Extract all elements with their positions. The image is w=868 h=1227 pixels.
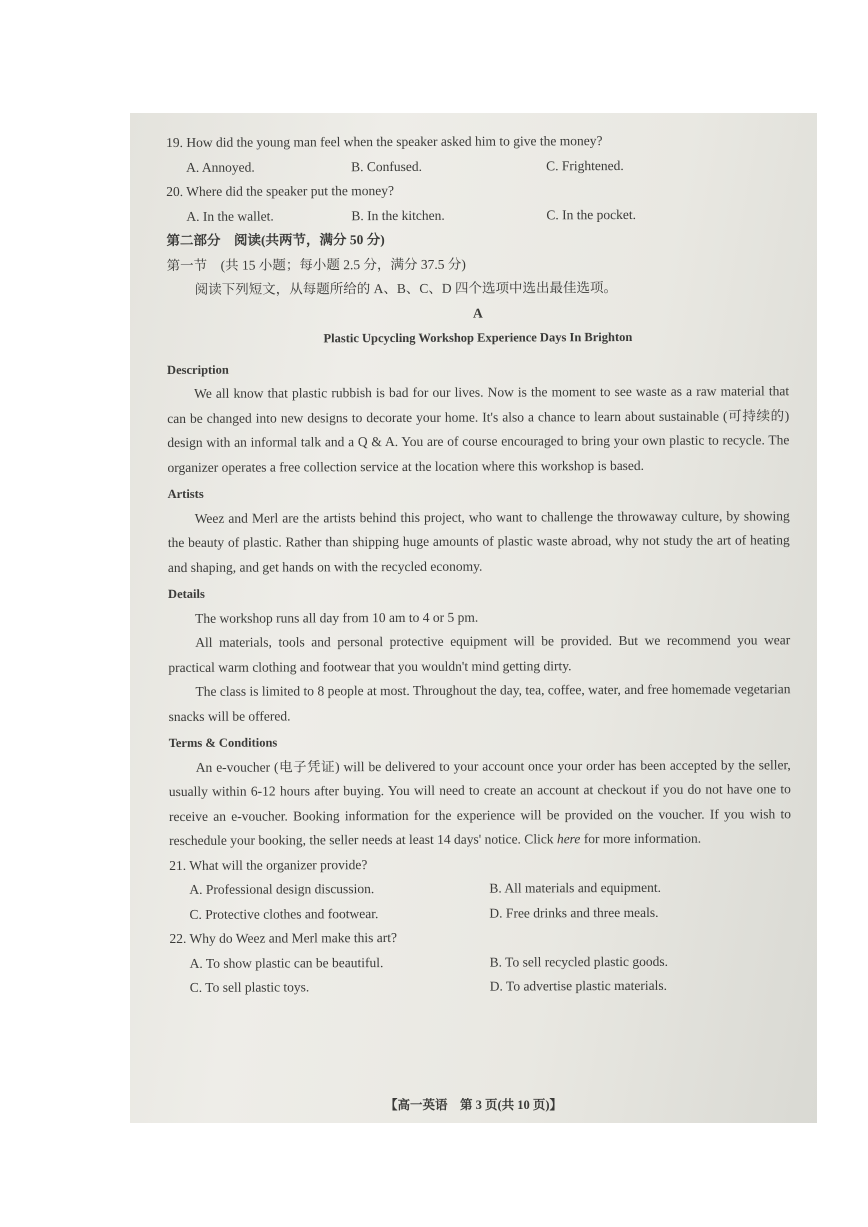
question-20-options	[166, 202, 788, 229]
page-content	[166, 128, 792, 1000]
option-b: B. All materials and equipment.	[489, 879, 662, 896]
option-b: B. In the kitchen.	[351, 207, 445, 223]
part2-heading: 第二部分 阅读(共两节，满分 50 分)	[166, 232, 385, 248]
option-b: B. Confused.	[351, 158, 423, 174]
option-a: A. Professional design discussion.	[189, 881, 375, 897]
artists-paragraph: Weez and Merl are the artists behind this project, who want to challenge the throwaway culture, by showing the beauty of plastic. Rather than shipping huge amounts of plastic waste abroad, why not study the art of heating and shaping, and get hands on with the recycled economy.	[167, 507, 790, 575]
question-21-stem: 21. What will the organizer provide?	[169, 856, 368, 873]
option-c: C. In the pocket.	[546, 206, 637, 222]
option-a: A. In the wallet.	[186, 208, 274, 224]
terms-heading: Terms & Conditions	[168, 735, 278, 750]
artists-heading: Artists	[167, 486, 204, 501]
description-paragraph: We all know that plastic rubbish is bad for our lives. Now is the moment to see waste as a raw material that can be changed into new designs to decorate your home. It's also a chance to learn about sustainable (可持续的) design with an informal talk and a Q & A. You are of course encouraged to bring your own plastic to recycle. The organizer operates a free collection service at the location where this workshop is based.	[167, 383, 790, 475]
details-paragraph-3: The class is limited to 8 people at most. Throughout the day, tea, coffee, water, and free homemade vegetarian snacks will be offered.	[168, 681, 791, 724]
details-paragraph-1: The workshop runs all day from 10 am to 4 or 5 pm.	[195, 609, 479, 626]
question-19-stem: 19. How did the young man feel when the speaker asked him to give the money?	[166, 133, 603, 150]
option-a: A. Annoyed.	[186, 159, 255, 175]
details-paragraph-2: All materials, tools and personal protective equipment will be provided. But we recommend you wear practical warm clothing and footwear that you wouldn't mind getting dirty.	[168, 632, 791, 675]
option-d: D. Free drinks and three meals.	[489, 904, 659, 921]
terms-paragraph	[169, 753, 791, 854]
question-20-stem: 20. Where did the speaker put the money?	[166, 183, 394, 199]
page-footer: 【高一英语 第 3 页(共 10 页)】	[384, 1098, 563, 1112]
option-a: A. To show plastic can be beautiful.	[189, 954, 384, 971]
question-19-options	[166, 153, 788, 180]
terms-link: here	[556, 831, 581, 847]
option-c: C. Protective clothes and footwear.	[189, 905, 379, 922]
terms-text-end: for more information.	[580, 830, 702, 847]
passage-title: Plastic Upcycling Workshop Experience Days In Brighton	[323, 329, 633, 346]
reading-instruction: 阅读下列短文，从每题所给的 A、B、C、D 四个选项中选出最佳选项。	[194, 280, 617, 297]
section1-heading: 第一节 (共 15 小题；每小题 2.5 分，满分 37.5 分)	[166, 256, 466, 273]
details-heading: Details	[167, 586, 205, 601]
passage-letter: A	[472, 305, 483, 321]
terms-text: An e-voucher (电子凭证) will be delivered to your account once your order has been accepted by the seller, usually within 6-12 hours after buying. You will need to create an account at checkout if you do not have one to receive an e-voucher. Booking information for the experience will be provided on the voucher. If you wish to reschedule your booking, the seller needs at least 14 days' notice. Click	[168, 756, 792, 848]
description-heading: Description	[167, 362, 229, 377]
question-22-stem: 22. Why do Weez and Merl make this art?	[169, 929, 398, 946]
option-c: C. Frightened.	[546, 157, 624, 173]
question-21-options	[169, 875, 791, 927]
question-22-options	[170, 949, 792, 1001]
option-c: C. To sell plastic toys.	[189, 979, 310, 995]
option-b: B. To sell recycled plastic goods.	[489, 953, 669, 970]
exam-page	[130, 113, 817, 1123]
option-d: D. To advertise plastic materials.	[489, 977, 668, 994]
